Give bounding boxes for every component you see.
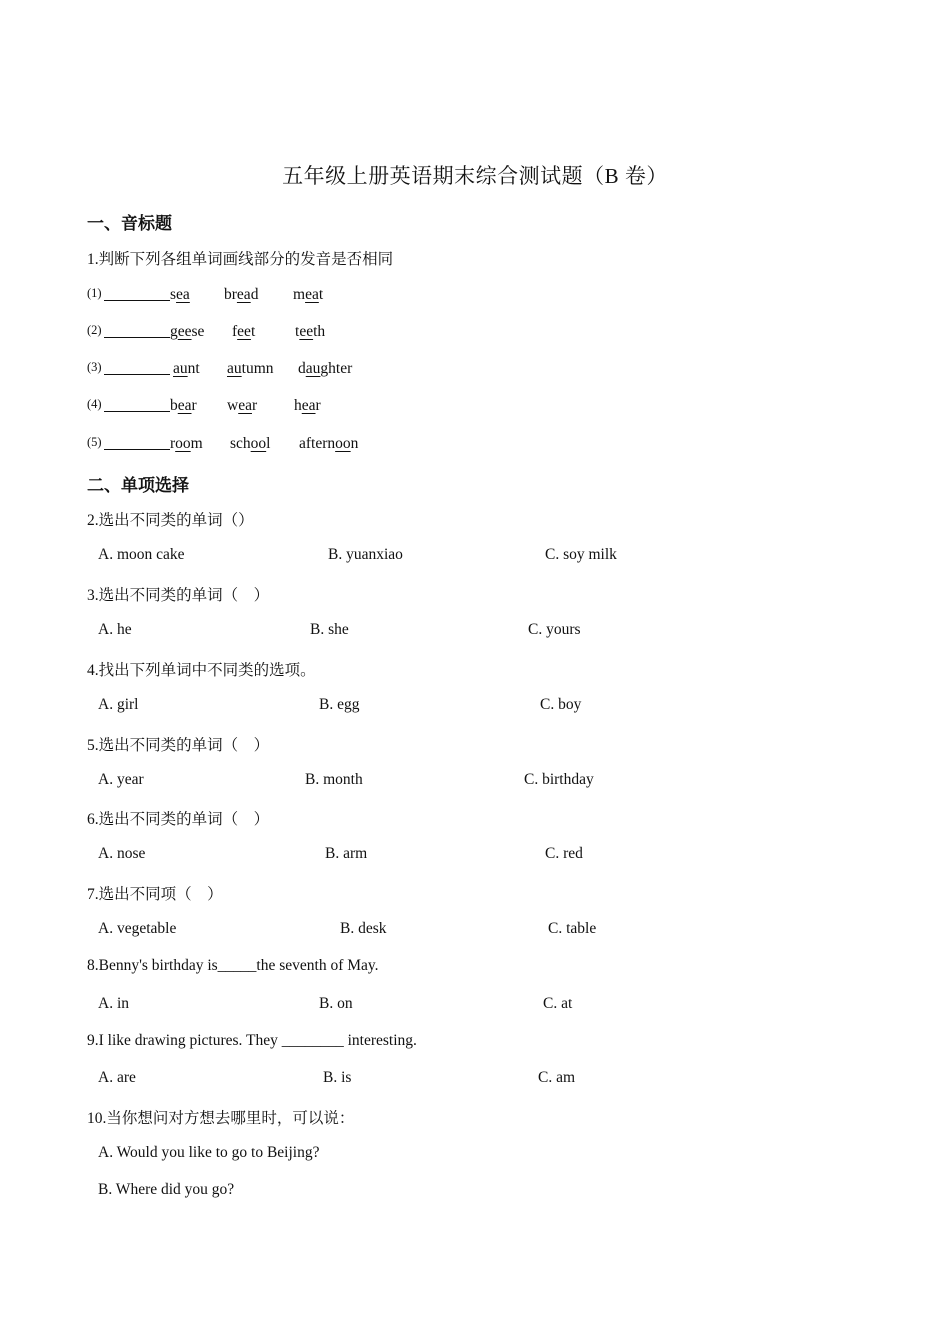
word-underlined-part: oo [175,435,191,452]
word-underlined-part: oo [335,435,351,452]
question-5-stem: 5.选出不同类的单词（ ） [87,737,270,754]
word-underlined-part: au [305,360,321,377]
q4-option-a: A. girl [98,696,139,713]
question-10-stem: 10.当你想问对方想去哪里时，可以说： [87,1110,355,1127]
q7-option-b: B. desk [340,920,387,937]
word-suffix: r [315,397,321,414]
question-4-stem: 4.找出下列单词中不同类的选项。 [87,662,316,679]
word-suffix: m [190,435,203,452]
question-1-stem: 1.判断下列各组单词画线部分的发音是否相同 [87,251,394,268]
question-3-stem: 3.选出不同类的单词（ ） [87,587,270,604]
word-prefix: g [170,323,178,340]
q1-word [170,323,204,341]
q6-option-a: A. nose [98,845,146,862]
q8-option-b: B. on [319,995,353,1012]
q1-word [299,435,358,453]
q1-word [295,323,325,341]
word-prefix: s [170,286,177,303]
q5-option-c: C. birthday [524,771,594,788]
section-heading-phonetics: 一、音标题 [87,214,172,234]
word-prefix: r [170,435,176,452]
q2-option-b: B. yuanxiao [328,546,403,563]
q9-option-b: B. is [323,1069,352,1086]
q10-option-a: A. Would you like to go to Beijing? [98,1144,320,1161]
word-underlined-part: au [227,360,242,377]
q1-word [170,435,203,453]
word-prefix: sch [230,435,251,452]
word-prefix: f [232,323,238,340]
question-9-stem: 9.I like drawing pictures. They ________ interesting. [87,1032,417,1049]
word-suffix: r [251,397,258,414]
word-underlined-part: au [173,360,188,377]
word-suffix: se [191,323,205,340]
q6-option-b: B. arm [325,845,368,862]
q2-option-a: A. moon cake [98,546,185,563]
q1-word [170,286,190,304]
word-underlined-part: ee [237,323,251,340]
word-suffix: n [350,435,359,452]
word-prefix: br [224,286,237,303]
q1-word [224,286,258,304]
word-underlined-part: ea [301,397,316,414]
word-suffix: d [250,286,259,303]
q3-option-b: B. she [310,621,349,638]
q1-item-4 [87,397,321,415]
q2-option-c: C. soy milk [545,546,617,563]
word-suffix: th [313,323,326,340]
q3-option-c: C. yours [528,621,581,638]
word-underlined-part: oo [250,435,267,452]
q1-word [230,435,270,453]
q1-word [298,360,352,378]
q1-item-number: (2) [87,323,102,337]
word-suffix: t [318,286,324,303]
word-suffix: tumn [241,360,274,377]
word-underlined-part: ea [177,397,192,414]
q1-word [227,397,257,415]
q1-item-2 [87,323,326,341]
q3-option-a: A. he [98,621,132,638]
q1-item-number: (5) [87,435,102,449]
q9-option-c: C. am [538,1069,576,1086]
word-prefix: m [293,286,306,303]
q1-item-3 [87,360,353,378]
word-suffix: nt [187,360,200,377]
section-heading-choice: 二、单项选择 [87,476,189,496]
word-prefix: t [295,323,300,340]
q8-option-c: C. at [543,995,573,1012]
q1-item-5 [87,435,359,453]
word-suffix: ghter [320,360,353,377]
answer-blank[interactable] [104,323,170,338]
answer-blank[interactable] [104,397,170,412]
q1-item-number: (4) [87,397,102,411]
answer-blank[interactable] [104,360,170,375]
word-suffix: l [266,435,271,452]
q10-option-b: B. Where did you go? [98,1181,235,1198]
q1-word [170,397,197,415]
word-prefix: d [298,360,306,377]
q1-word [293,286,323,304]
q4-option-b: B. egg [319,696,360,713]
word-prefix: aftern [299,435,336,452]
word-prefix: h [294,397,302,414]
word-underlined-part: ee [299,323,314,340]
q7-option-c: C. table [548,920,597,937]
word-underlined-part: ea [305,286,319,303]
q1-word [227,360,274,378]
q1-item-number: (3) [87,360,102,374]
answer-blank[interactable] [104,435,170,450]
q7-option-a: A. vegetable [98,920,177,937]
word-prefix: w [227,397,239,414]
q1-word [232,323,255,341]
word-prefix: b [170,397,178,414]
question-8-stem: 8.Benny's birthday is_____the seventh of May. [87,957,379,974]
q5-option-b: B. month [305,771,363,788]
q1-item-1 [87,286,324,304]
word-underlined-part: ea [238,397,252,414]
q9-option-a: A. are [98,1069,136,1086]
question-6-stem: 6.选出不同类的单词（ ） [87,811,270,828]
word-underlined-part: ee [177,323,192,340]
word-underlined-part: ea [236,286,251,303]
q8-option-a: A. in [98,995,129,1012]
word-suffix: t [250,323,256,340]
q1-item-number: (1) [87,286,102,300]
question-2-stem: 2.选出不同类的单词（） [87,512,254,529]
q4-option-c: C. boy [540,696,582,713]
q1-word [173,360,200,378]
answer-blank[interactable] [104,286,170,301]
word-suffix: r [191,397,197,414]
q6-option-c: C. red [545,845,583,862]
question-7-stem: 7.选出不同项（ ） [87,886,223,903]
word-underlined-part: ea [176,286,190,303]
page-title: 五年级上册英语期末综合测试题（B 卷） [282,164,668,188]
q5-option-a: A. year [98,771,144,788]
q1-word [294,397,321,415]
